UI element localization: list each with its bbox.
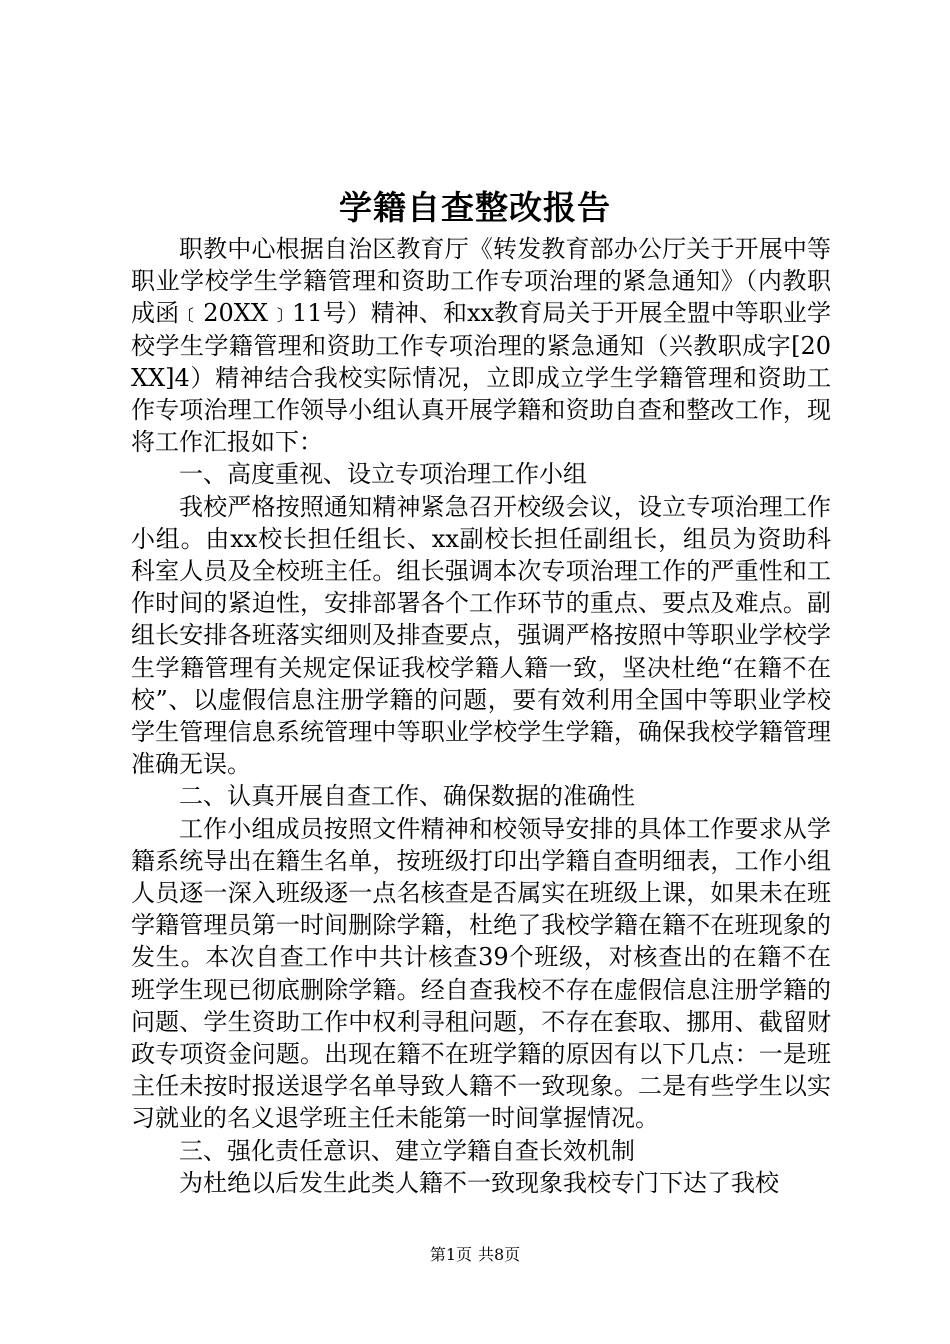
document-body (131, 233, 831, 1199)
section-heading-1: 一、高度重视、设立专项治理工作小组 (179, 460, 587, 489)
section-heading-3: 三、强化责任意识、建立学籍自查长效机制 (179, 1136, 635, 1165)
paragraph-intro: 职教中心根据自治区教育厅《转发教育部办公厅关于开展中等职业学校学生学籍管理和资助工作专项治理的紧急通知》（内教职成函﹝20XX﹞11号）精神、和xx教育局关于开展全盟中等职业学校学生学籍管理和资助工作专项治理的紧急通知（兴教职成字[20XX]4）精神结合我校实际情况，立即成立学生学籍管理和资助工作专项治理工作领导小组认真开展学籍和资助自查和整改工作，现将工作汇报如下： (131, 235, 831, 457)
paragraph-section-2: 工作小组成员按照文件精神和校领导安排的具体工作要求从学籍系统导出在籍生名单，按班级打印出学籍自查明细表，工作小组人员逐一深入班级逐一点名核查是否属实在班级上课，如果未在班学籍管理员第一时间删除学籍，杜绝了我校学籍在籍不在班现象的发生。本次自查工作中共计核查39个班级，对核查出的在籍不在班学生现已彻底删除学籍。经自查我校不存在虚假信息注册学籍的问题、学生资助工作中权利寻租问题，不存在套取、挪用、截留财政专项资金问题。出现在籍不在班学籍的原因有以下几点：一是班主任未按时报送退学名单导致人籍不一致现象。二是有些学生以实习就业的名义退学班主任未能第一时间掌握情况。 (131, 814, 831, 1133)
page-total: 共8页 (478, 1245, 521, 1264)
section-heading-2: 二、认真开展自查工作、确保数据的准确性 (179, 782, 635, 811)
page-footer (0, 1243, 950, 1267)
paragraph-section-3: 为杜绝以后发生此类人籍不一致现象我校专门下达了我校 (179, 1168, 779, 1197)
document-title: 学籍自查整改报告 (339, 188, 611, 227)
paragraph-section-1: 我校严格按照通知精神紧急召开校级会议，设立专项治理工作小组。由xx校长担任组长、xx副校长担任副组长，组员为资助科科室人员及全校班主任。组长强调本次专项治理工作的严重性和工作时间的紧迫性，安排部署各个工作环节的重点、要点及难点。副组长安排各班落实细则及排查要点，强调严格按照中等职业学校学生学籍管理有关规定保证我校学籍人籍一致，坚决杜绝“在籍不在校”、以虚假信息注册学籍的问题，要有效利用全国中等职业学校学生管理信息系统管理中等职业学校学生学籍，确保我校学籍管理准确无误。 (131, 492, 831, 779)
page-number: 第1页 (429, 1245, 472, 1264)
